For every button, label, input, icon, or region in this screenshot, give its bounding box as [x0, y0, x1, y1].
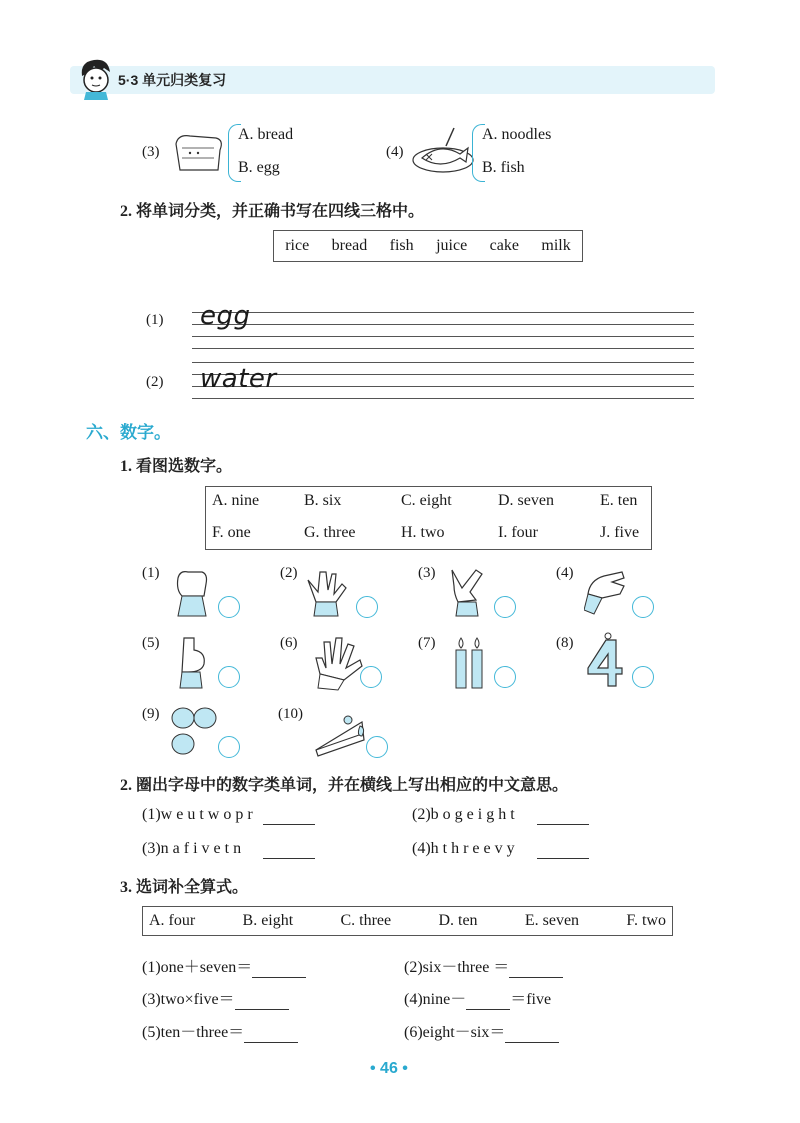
item-number: (7): [418, 635, 436, 651]
candles-icon: [446, 634, 492, 690]
option: F. one: [212, 524, 251, 541]
word: juice: [436, 237, 468, 254]
equation: [142, 954, 306, 978]
bread-icon: [168, 128, 228, 178]
item-number: (4): [556, 565, 574, 581]
hand-gesture-icon: [302, 566, 352, 618]
hand-gesture-icon: [446, 566, 492, 618]
question-title: 2. 将单词分类，并正确书写在四线三格中。: [120, 203, 425, 220]
letter-string-text: (4)h t h r e e v y: [412, 840, 515, 857]
item-number: (8): [556, 635, 574, 651]
grid-line: [192, 398, 694, 399]
answer-blank[interactable]: [252, 959, 306, 978]
option: J. five: [600, 524, 640, 541]
item-number: (9): [142, 706, 160, 722]
letter-string-text: (1)w e u t w o p r: [142, 806, 253, 823]
fruits-icon: [170, 706, 218, 758]
grid-line: [192, 348, 694, 349]
option: A. four: [149, 912, 196, 929]
header-title: 5·3 单元归类复习: [118, 72, 227, 88]
section-title: 六、数字。: [86, 423, 171, 442]
letter-string: [412, 840, 589, 859]
answer-blank[interactable]: [263, 840, 315, 859]
answer-circle[interactable]: [356, 596, 378, 618]
hand-gesture-icon: [584, 566, 630, 618]
option: B. eight: [242, 912, 294, 929]
equation-text: (5)ten－three＝: [142, 1024, 245, 1041]
equation-text: (3)two×five＝: [142, 991, 235, 1008]
item-number: (4): [386, 144, 404, 160]
option: E. seven: [524, 912, 580, 929]
letter-string: [142, 806, 315, 825]
word: cake: [489, 237, 519, 254]
example-word: egg: [200, 301, 251, 331]
equation: [404, 954, 563, 978]
page-number: • 46 •: [370, 1060, 408, 1077]
option-b[interactable]: B. fish: [482, 159, 525, 176]
answer-circle[interactable]: [494, 596, 516, 618]
answer-blank[interactable]: [537, 840, 589, 859]
grid-line: [192, 336, 694, 337]
item-number: (2): [280, 565, 298, 581]
answer-blank[interactable]: [244, 1024, 298, 1043]
answer-blank[interactable]: [509, 959, 563, 978]
answer-circle[interactable]: [494, 666, 516, 688]
word-bank: [273, 230, 583, 262]
equation-text: (2)six－three ＝: [404, 959, 510, 976]
letter-string: [142, 840, 315, 859]
row-number: (1): [146, 312, 164, 328]
word-options-box: [142, 906, 673, 936]
hand-gesture-icon: [168, 634, 214, 690]
equation: [404, 1019, 559, 1043]
word: bread: [331, 237, 368, 254]
grid-line: [192, 362, 694, 363]
option: C. three: [340, 912, 392, 929]
answer-blank[interactable]: [235, 991, 289, 1010]
letter-string-text: (2)b o g e i g h t: [412, 806, 515, 823]
equation: [142, 986, 289, 1010]
option: D. seven: [498, 492, 554, 509]
item-number: (6): [280, 635, 298, 651]
item-number: (1): [142, 565, 160, 581]
answer-circle[interactable]: [218, 596, 240, 618]
question-title: 1. 看图选数字。: [120, 458, 233, 475]
option-b[interactable]: B. egg: [238, 159, 280, 176]
item-number: (3): [142, 144, 160, 160]
fist-icon: [168, 566, 214, 618]
open-hand-icon: [310, 634, 364, 692]
word: rice: [285, 237, 310, 254]
equation-text: (1)one＋seven＝: [142, 959, 253, 976]
item-number: (10): [278, 706, 303, 722]
mascot-icon: [74, 56, 118, 100]
option: B. six: [304, 492, 342, 509]
item-number: (5): [142, 635, 160, 651]
option: E. ten: [600, 492, 638, 509]
answer-blank[interactable]: [537, 806, 589, 825]
number-four-icon: [580, 630, 630, 690]
answer-circle[interactable]: [632, 666, 654, 688]
equation-text: (4)nine－: [404, 991, 467, 1008]
answer-circle[interactable]: [360, 666, 382, 688]
question-title: 3. 选词补全算式。: [120, 879, 249, 896]
option: D. ten: [438, 912, 478, 929]
question-title: 2. 圈出字母中的数字类单词，并在横线上写出相应的中文意思。: [120, 777, 569, 794]
grid-line: [192, 312, 694, 313]
example-word: water: [200, 364, 277, 394]
cake-slice-icon: [312, 710, 368, 758]
grid-line: [192, 324, 694, 325]
answer-blank[interactable]: [466, 991, 510, 1010]
answer-blank[interactable]: [263, 806, 315, 825]
answer-circle[interactable]: [218, 666, 240, 688]
option: G. three: [304, 524, 356, 541]
answer-circle[interactable]: [632, 596, 654, 618]
option: H. two: [401, 524, 445, 541]
row-number: (2): [146, 374, 164, 390]
equation: [404, 986, 551, 1010]
option: F. two: [626, 912, 666, 929]
item-number: (3): [418, 565, 436, 581]
option: C. eight: [401, 492, 452, 509]
fish-plate-icon: [410, 124, 476, 180]
word: milk: [541, 237, 571, 254]
letter-string: [412, 806, 589, 825]
option-a[interactable]: A. noodles: [482, 126, 552, 143]
option-a[interactable]: A. bread: [238, 126, 294, 143]
letter-string-text: (3)n a f i v e t n: [142, 840, 242, 857]
option: I. four: [498, 524, 538, 541]
equation-text: ＝five: [510, 991, 552, 1008]
answer-circle[interactable]: [218, 736, 240, 758]
answer-circle[interactable]: [366, 736, 388, 758]
equation-text: (6)eight－six＝: [404, 1024, 506, 1041]
answer-blank[interactable]: [505, 1024, 559, 1043]
option: A. nine: [212, 492, 260, 509]
number-options-box: [205, 486, 652, 550]
word: fish: [389, 237, 414, 254]
equation: [142, 1019, 298, 1043]
